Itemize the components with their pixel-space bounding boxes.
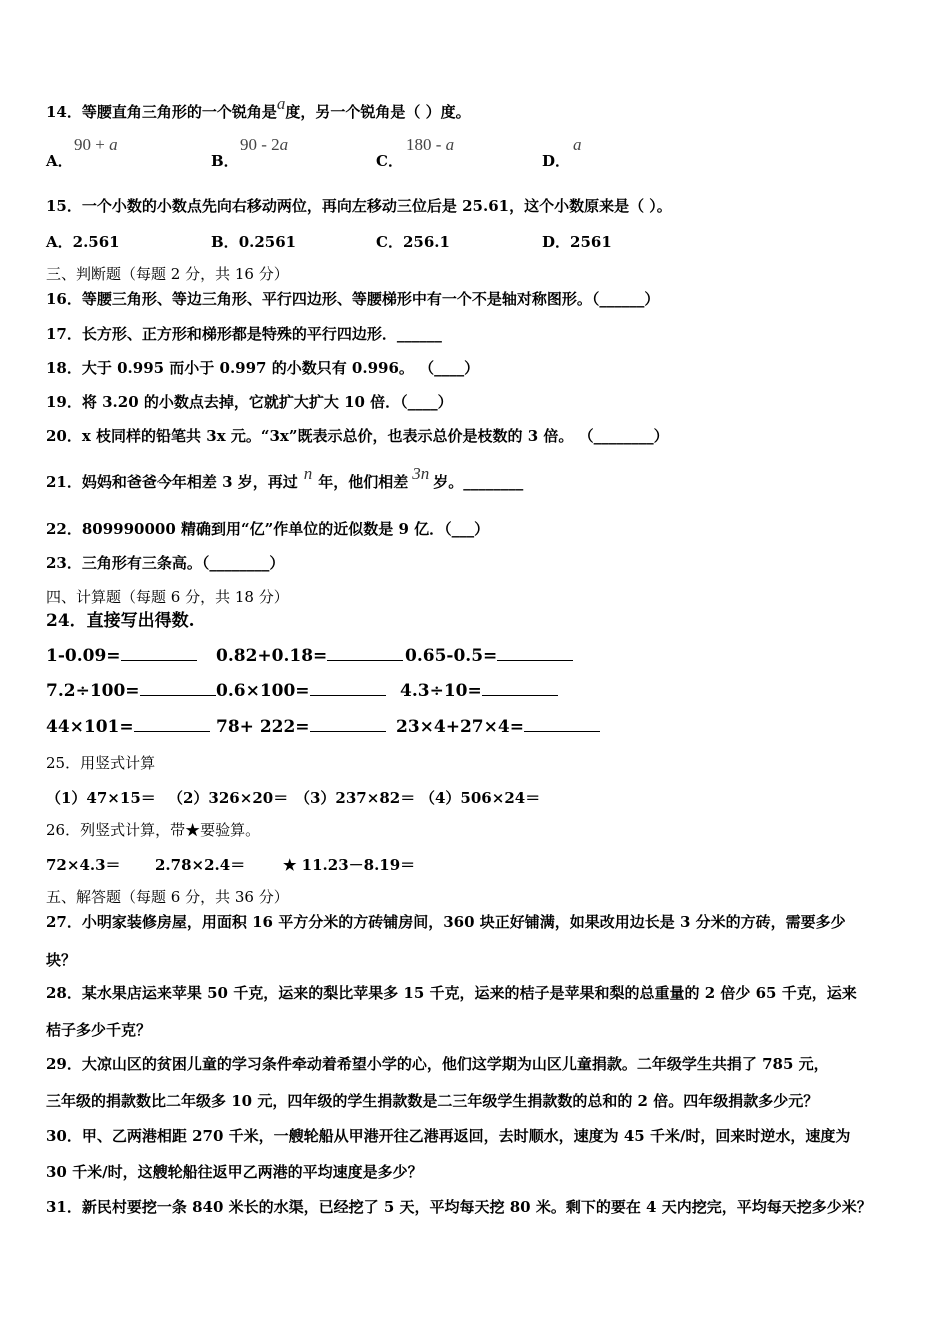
calc-item: 1-0.09= bbox=[46, 646, 197, 666]
vertical-calc-item: 2.78×2.4＝ bbox=[155, 856, 246, 874]
vertical-calc-item: （3）237×82＝ bbox=[295, 789, 416, 807]
question-19: 19．将 3.20 的小数点去掉，它就扩大扩大 10 倍．（____） bbox=[46, 393, 453, 411]
option-c-expression: 180 - a bbox=[406, 135, 455, 154]
option-a-expression: 90 + a bbox=[74, 135, 118, 154]
question-23: 23．三角形有三条高。（________） bbox=[46, 554, 285, 572]
question-15: 15．一个小数的小数点先向右移动两位，再向左移动三位后是 25.61，这个小数原来是（ ）。 bbox=[46, 197, 672, 215]
question-28-line1: 28．某水果店运来苹果 50 千克，运来的梨比苹果多 15 千克，运来的桔子是苹果和梨的总重量的 2 倍少 65 千克，运来 bbox=[46, 984, 857, 1002]
option-b-label: B． bbox=[211, 152, 239, 170]
section-3-heading: 三、判断题（每题 2 分，共 16 分） bbox=[46, 265, 289, 283]
vertical-calc-item: （2）326×20＝ bbox=[168, 789, 289, 807]
question-16: 16．等腰三角形、等边三角形、平行四边形、等腰梯形中有一个不是轴对称图形。（______） bbox=[46, 290, 660, 308]
vertical-calc-item: （1）47×15＝ bbox=[46, 789, 156, 807]
calc-item: 0.6×100= bbox=[216, 681, 386, 701]
section-5-heading: 五、解答题（每题 6 分，共 36 分） bbox=[46, 888, 289, 906]
question-24-title: 24．直接写出得数. bbox=[46, 611, 195, 631]
question-29-line1: 29．大凉山区的贫困儿童的学习条件牵动着希望小学的心，他们这学期为山区儿童捐款。二年级学生共捐了 785 元， bbox=[46, 1055, 829, 1073]
vertical-calc-item: （4）506×24＝ bbox=[420, 789, 541, 807]
calc-item: 44×101= bbox=[46, 717, 210, 737]
option-d-expression: a bbox=[573, 135, 582, 154]
calc-item: 23×4+27×4= bbox=[396, 717, 600, 737]
option-a-label: A． bbox=[46, 152, 73, 170]
vertical-calc-item: 72×4.3＝ bbox=[46, 856, 121, 874]
calc-item: 0.82+0.18= bbox=[216, 646, 403, 666]
question-14: 14．等腰直角三角形的一个锐角是a度，另一个锐角是（ ）度。 bbox=[46, 94, 471, 121]
question-28-line2: 桔子多少千克？ bbox=[46, 1021, 152, 1039]
question-17: 17．长方形、正方形和梯形都是特殊的平行四边形．______ bbox=[46, 325, 442, 343]
question-30-line2: 30 千米/时，这艘轮船往返甲乙两港的平均速度是多少？ bbox=[46, 1163, 423, 1181]
calc-item: 0.65-0.5= bbox=[405, 646, 573, 666]
question-27-line1: 27．小明家装修房屋，用面积 16 平方分米的方砖铺房间，360 块正好铺满，如果改用边长是 3 分米的方砖，需要多少 bbox=[46, 913, 846, 931]
option-b-expression: 90 - 2a bbox=[240, 135, 289, 154]
math-var-n: n bbox=[303, 464, 313, 483]
vertical-calc-item-starred: ★ 11.23－8.19＝ bbox=[283, 856, 416, 874]
option-c-label: C． bbox=[376, 152, 403, 170]
question-26-title: 26．列竖式计算，带★要验算。 bbox=[46, 821, 261, 839]
question-29-line2: 三年级的捐款数比二年级多 10 元，四年级的学生捐款数是二三年级学生捐款数的总和的 2 倍。四年级捐款多少元？ bbox=[46, 1092, 819, 1110]
calc-item: 78+ 222= bbox=[216, 717, 386, 737]
calc-item: 7.2÷100= bbox=[46, 681, 216, 701]
question-31: 31．新民村要挖一条 840 米长的水渠，已经挖了 5 天，平均每天挖 80 米。剩下的要在 4 天内挖完，平均每天挖多少米？ bbox=[46, 1198, 872, 1216]
question-30-line1: 30．甲、乙两港相距 270 千米，一艘轮船从甲港开往乙港再返回，去时顺水，速度为 45 千米/时，回来时逆水，速度为 bbox=[46, 1127, 851, 1145]
option-d: D．2561 bbox=[542, 233, 612, 251]
question-27-line2: 块？ bbox=[46, 951, 77, 969]
question-25-title: 25．用竖式计算 bbox=[46, 754, 156, 772]
question-22: 22．809990000 精确到用“亿”作单位的近似数是 9 亿．（___） bbox=[46, 520, 490, 538]
question-21: 21．妈妈和爸爸今年相差 3 岁，再过 n 年，他们相差 3n 岁。________ bbox=[46, 464, 524, 491]
calc-item: 4.3÷10= bbox=[400, 681, 558, 701]
section-4-heading: 四、计算题（每题 6 分，共 18 分） bbox=[46, 588, 289, 606]
question-18: 18．大于 0.995 而小于 0.997 的小数只有 0.996。 （____） bbox=[46, 359, 480, 377]
option-c: C．256.1 bbox=[376, 233, 450, 251]
math-var-3n: 3n bbox=[412, 464, 430, 483]
question-20: 20．x 枝同样的铅笔共 3x 元。“3x”既表示总价，也表示总价是枝数的 3 倍。 （________） bbox=[46, 427, 669, 445]
option-a: A．2.561 bbox=[46, 233, 120, 251]
option-d-label: D． bbox=[542, 152, 571, 170]
math-var-a: a bbox=[276, 94, 286, 113]
option-b: B．0.2561 bbox=[211, 233, 297, 251]
